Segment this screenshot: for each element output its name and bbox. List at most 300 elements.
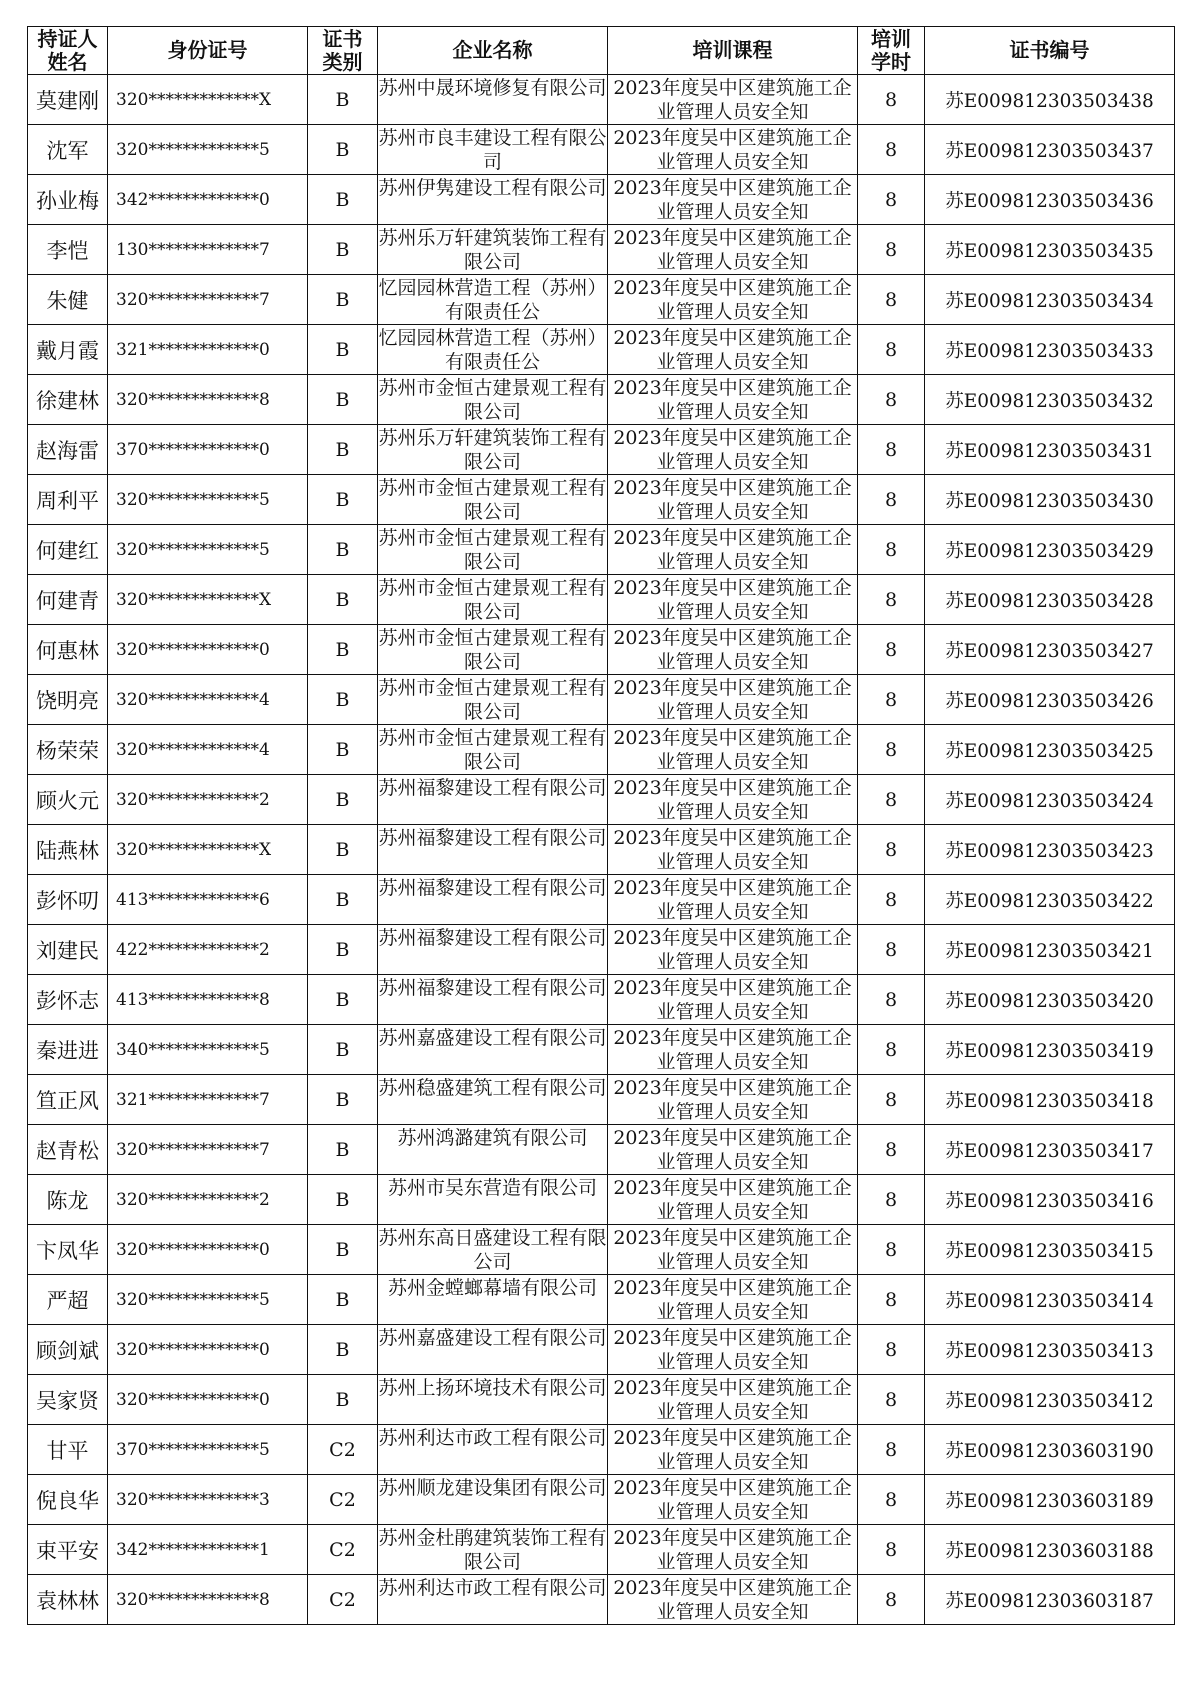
cell-cert-number: 苏E009812303503433 — [925, 325, 1175, 375]
cell-course — [608, 1325, 858, 1375]
cell-name: 刘建民 — [28, 925, 108, 975]
header-id-number — [108, 27, 308, 75]
cell-course-text: 2023年度吴中区建筑施工企业管理人员安全知 — [613, 227, 852, 273]
cell-name: 何建红 — [28, 525, 108, 575]
cell-company — [378, 1475, 608, 1525]
cell-company — [378, 575, 608, 625]
cell-company-text: 苏州市金恒古建景观工程有限公司 — [378, 477, 607, 523]
cell-id-number: 320*************0 — [108, 625, 308, 675]
header-company — [378, 27, 608, 75]
cell-hours: 8 — [858, 1275, 925, 1325]
cell-company — [378, 725, 608, 775]
cell-company-text: 苏州市金恒古建景观工程有限公司 — [378, 627, 607, 673]
cell-name: 孙业梅 — [28, 175, 108, 225]
cell-name: 何建青 — [28, 575, 108, 625]
cell-hours: 8 — [858, 575, 925, 625]
cell-name: 笪正风 — [28, 1075, 108, 1125]
cell-cert-category: B — [308, 575, 378, 625]
cell-hours: 8 — [858, 525, 925, 575]
cell-course — [608, 375, 858, 425]
cell-id-number: 320*************X — [108, 825, 308, 875]
cell-course-text: 2023年度吴中区建筑施工企业管理人员安全知 — [613, 727, 852, 773]
cell-company-text: 苏州利达市政工程有限公司 — [378, 1427, 607, 1449]
cell-hours: 8 — [858, 975, 925, 1025]
cell-cert-category: B — [308, 725, 378, 775]
cell-company — [378, 925, 608, 975]
cell-course-text: 2023年度吴中区建筑施工企业管理人员安全知 — [613, 827, 852, 873]
cell-course-text: 2023年度吴中区建筑施工企业管理人员安全知 — [613, 927, 852, 973]
cell-cert-category: B — [308, 1325, 378, 1375]
cell-company — [378, 1225, 608, 1275]
cell-name: 倪良华 — [28, 1475, 108, 1525]
cell-name: 陈龙 — [28, 1175, 108, 1225]
table-row — [28, 1025, 1175, 1075]
cell-hours: 8 — [858, 1325, 925, 1375]
cell-company-text: 苏州市良丰建设工程有限公司 — [378, 127, 607, 173]
cell-company-text: 忆园园林营造工程（苏州）有限责任公 — [378, 277, 607, 323]
cell-course-text: 2023年度吴中区建筑施工企业管理人员安全知 — [613, 1177, 852, 1223]
cell-hours: 8 — [858, 925, 925, 975]
cell-course-text: 2023年度吴中区建筑施工企业管理人员安全知 — [613, 577, 852, 623]
cell-id-number: 422*************2 — [108, 925, 308, 975]
header-hours — [858, 27, 925, 75]
cell-company — [378, 325, 608, 375]
table-row — [28, 1275, 1175, 1325]
table-row — [28, 625, 1175, 675]
cell-hours: 8 — [858, 375, 925, 425]
cell-company-text: 苏州中晟环境修复有限公司 — [378, 77, 607, 99]
cell-company-text: 苏州市金恒古建景观工程有限公司 — [378, 727, 607, 773]
cell-id-number: 342*************0 — [108, 175, 308, 225]
cell-id-number: 320*************4 — [108, 675, 308, 725]
cell-company — [378, 1375, 608, 1425]
cell-course-text: 2023年度吴中区建筑施工企业管理人员安全知 — [613, 177, 852, 223]
cell-cert-category: B — [308, 825, 378, 875]
table-row — [28, 725, 1175, 775]
cell-company — [378, 425, 608, 475]
cell-company — [378, 625, 608, 675]
cell-cert-number: 苏E009812303503419 — [925, 1025, 1175, 1075]
cell-cert-number: 苏E009812303503428 — [925, 575, 1175, 625]
cell-hours: 8 — [858, 1125, 925, 1175]
cell-company-text: 苏州顺龙建设集团有限公司 — [378, 1477, 607, 1499]
cell-name: 束平安 — [28, 1525, 108, 1575]
cell-id-number: 320*************7 — [108, 275, 308, 325]
cell-cert-number: 苏E009812303603187 — [925, 1575, 1175, 1625]
cell-id-number: 320*************8 — [108, 375, 308, 425]
cell-company — [378, 875, 608, 925]
cell-hours: 8 — [858, 225, 925, 275]
cell-course-text: 2023年度吴中区建筑施工企业管理人员安全知 — [613, 777, 852, 823]
cell-course-text: 2023年度吴中区建筑施工企业管理人员安全知 — [613, 1527, 852, 1573]
cell-course — [608, 725, 858, 775]
cell-cert-number: 苏E009812303503420 — [925, 975, 1175, 1025]
cell-course-text: 2023年度吴中区建筑施工企业管理人员安全知 — [613, 477, 852, 523]
cell-cert-category: B — [308, 275, 378, 325]
cell-company — [378, 225, 608, 275]
cell-company-text: 苏州福黎建设工程有限公司 — [378, 927, 607, 949]
cell-course — [608, 175, 858, 225]
cell-cert-category: C2 — [308, 1575, 378, 1625]
cell-hours: 8 — [858, 1175, 925, 1225]
cell-company — [378, 275, 608, 325]
cell-cert-number: 苏E009812303503430 — [925, 475, 1175, 525]
cell-cert-number: 苏E009812303503416 — [925, 1175, 1175, 1225]
header-course — [608, 27, 858, 75]
cell-hours: 8 — [858, 275, 925, 325]
cell-course-text: 2023年度吴中区建筑施工企业管理人员安全知 — [613, 677, 852, 723]
cell-name: 赵海雷 — [28, 425, 108, 475]
cell-cert-number: 苏E009812303503424 — [925, 775, 1175, 825]
cell-cert-category: B — [308, 525, 378, 575]
header-row — [28, 27, 1175, 75]
cell-cert-category: B — [308, 375, 378, 425]
cell-cert-category: B — [308, 925, 378, 975]
table-row — [28, 1325, 1175, 1375]
cell-company-text: 苏州金杜鹃建筑装饰工程有限公司 — [378, 1527, 607, 1573]
cell-course-text: 2023年度吴中区建筑施工企业管理人员安全知 — [613, 327, 852, 373]
cell-company — [378, 1425, 608, 1475]
cell-company — [378, 825, 608, 875]
cell-course — [608, 1525, 858, 1575]
cell-company-text: 忆园园林营造工程（苏州）有限责任公 — [378, 327, 607, 373]
table-row — [28, 975, 1175, 1025]
cell-course — [608, 325, 858, 375]
cell-cert-number: 苏E009812303503414 — [925, 1275, 1175, 1325]
cell-course — [608, 625, 858, 675]
cell-company-text: 苏州市金恒古建景观工程有限公司 — [378, 527, 607, 573]
cell-company — [378, 475, 608, 525]
cell-name: 卞凤华 — [28, 1225, 108, 1275]
cell-cert-category: B — [308, 1225, 378, 1275]
cell-name: 杨荣荣 — [28, 725, 108, 775]
cell-cert-number: 苏E009812303503418 — [925, 1075, 1175, 1125]
cell-cert-category: B — [308, 75, 378, 125]
cell-course-text: 2023年度吴中区建筑施工企业管理人员安全知 — [613, 377, 852, 423]
cell-course-text: 2023年度吴中区建筑施工企业管理人员安全知 — [613, 627, 852, 673]
table-body — [28, 75, 1175, 1625]
cell-course — [608, 1225, 858, 1275]
table-row — [28, 875, 1175, 925]
table-row — [28, 1525, 1175, 1575]
table-row — [28, 825, 1175, 875]
cell-id-number: 320*************3 — [108, 1475, 308, 1525]
cell-course — [608, 1175, 858, 1225]
cell-id-number: 413*************6 — [108, 875, 308, 925]
cell-hours: 8 — [858, 1425, 925, 1475]
cell-id-number: 130*************7 — [108, 225, 308, 275]
cell-cert-number: 苏E009812303503434 — [925, 275, 1175, 325]
cell-name: 陆燕林 — [28, 825, 108, 875]
cell-hours: 8 — [858, 775, 925, 825]
cell-cert-number: 苏E009812303603190 — [925, 1425, 1175, 1475]
cell-name: 吴家贤 — [28, 1375, 108, 1425]
cell-id-number: 320*************0 — [108, 1225, 308, 1275]
cell-cert-number: 苏E009812303503437 — [925, 125, 1175, 175]
cell-cert-category: C2 — [308, 1425, 378, 1475]
cell-course-text: 2023年度吴中区建筑施工企业管理人员安全知 — [613, 277, 852, 323]
cell-course-text: 2023年度吴中区建筑施工企业管理人员安全知 — [613, 1477, 852, 1523]
cell-course — [608, 875, 858, 925]
cell-course — [608, 925, 858, 975]
cell-course — [608, 1575, 858, 1625]
cell-cert-category: B — [308, 975, 378, 1025]
cell-id-number: 320*************7 — [108, 1125, 308, 1175]
cell-course — [608, 525, 858, 575]
cell-company-text: 苏州东高日盛建设工程有限公司 — [378, 1227, 607, 1273]
cell-id-number: 320*************2 — [108, 1175, 308, 1225]
cell-company — [378, 1575, 608, 1625]
cell-id-number: 342*************1 — [108, 1525, 308, 1575]
table-row — [28, 425, 1175, 475]
cell-company-text: 苏州利达市政工程有限公司 — [378, 1577, 607, 1599]
cell-name: 甘平 — [28, 1425, 108, 1475]
table-row — [28, 225, 1175, 275]
cell-course — [608, 425, 858, 475]
cell-cert-category: B — [308, 1125, 378, 1175]
table-row — [28, 1575, 1175, 1625]
cell-company-text: 苏州福黎建设工程有限公司 — [378, 877, 607, 899]
cell-cert-number: 苏E009812303503429 — [925, 525, 1175, 575]
cell-course — [608, 1475, 858, 1525]
cell-cert-category: C2 — [308, 1525, 378, 1575]
cell-cert-category: B — [308, 325, 378, 375]
cell-cert-category: B — [308, 1025, 378, 1075]
cell-course-text: 2023年度吴中区建筑施工企业管理人员安全知 — [613, 1327, 852, 1373]
cell-company-text: 苏州嘉盛建设工程有限公司 — [378, 1327, 607, 1349]
cell-company-text: 苏州市吴东营造有限公司 — [387, 1177, 597, 1199]
cell-cert-category: C2 — [308, 1475, 378, 1525]
cell-id-number: 320*************5 — [108, 525, 308, 575]
cell-course — [608, 1425, 858, 1475]
cell-hours: 8 — [858, 1575, 925, 1625]
cell-hours: 8 — [858, 325, 925, 375]
cell-name: 饶明亮 — [28, 675, 108, 725]
cell-company-text: 苏州福黎建设工程有限公司 — [378, 777, 607, 799]
cell-cert-category: B — [308, 125, 378, 175]
cell-name: 徐建林 — [28, 375, 108, 425]
cell-name: 戴月霞 — [28, 325, 108, 375]
cell-id-number: 413*************8 — [108, 975, 308, 1025]
cell-course — [608, 1375, 858, 1425]
cell-course-text: 2023年度吴中区建筑施工企业管理人员安全知 — [613, 1077, 852, 1123]
cell-hours: 8 — [858, 675, 925, 725]
cell-course-text: 2023年度吴中区建筑施工企业管理人员安全知 — [613, 1427, 852, 1473]
cell-company — [378, 975, 608, 1025]
header-hours-line: 学时 — [871, 49, 911, 74]
cell-id-number: 320*************4 — [108, 725, 308, 775]
cell-id-number: 370*************5 — [108, 1425, 308, 1475]
cell-hours: 8 — [858, 425, 925, 475]
cell-company — [378, 1175, 608, 1225]
cell-course — [608, 75, 858, 125]
cell-company-text: 苏州乐万轩建筑装饰工程有限公司 — [378, 427, 607, 473]
cell-id-number: 320*************2 — [108, 775, 308, 825]
table-row — [28, 775, 1175, 825]
cell-cert-number: 苏E009812303503436 — [925, 175, 1175, 225]
cell-course-text: 2023年度吴中区建筑施工企业管理人员安全知 — [613, 1377, 852, 1423]
table-row — [28, 75, 1175, 125]
cell-course — [608, 125, 858, 175]
cell-cert-number: 苏E009812303503426 — [925, 675, 1175, 725]
cell-cert-number: 苏E009812303503423 — [925, 825, 1175, 875]
cell-course — [608, 575, 858, 625]
cell-name: 袁林林 — [28, 1575, 108, 1625]
cell-hours: 8 — [858, 825, 925, 875]
cell-cert-category: B — [308, 1375, 378, 1425]
cell-company — [378, 75, 608, 125]
cell-name: 彭怀志 — [28, 975, 108, 1025]
cell-id-number: 340*************5 — [108, 1025, 308, 1075]
table-row — [28, 1175, 1175, 1225]
certificate-table-wrapper — [27, 26, 1175, 1625]
cell-hours: 8 — [858, 75, 925, 125]
cell-id-number: 320*************8 — [108, 1575, 308, 1625]
cell-course — [608, 225, 858, 275]
header-name-line: 姓名 — [47, 49, 88, 74]
cell-company — [378, 125, 608, 175]
certificate-table — [27, 26, 1175, 1625]
cell-company — [378, 525, 608, 575]
cell-hours: 8 — [858, 1525, 925, 1575]
cell-company-text: 苏州市金恒古建景观工程有限公司 — [378, 677, 607, 723]
cell-name: 秦进进 — [28, 1025, 108, 1075]
cell-company — [378, 675, 608, 725]
table-row — [28, 675, 1175, 725]
header-cert-number-line: 证书编号 — [1009, 38, 1090, 62]
cell-course-text: 2023年度吴中区建筑施工企业管理人员安全知 — [613, 1027, 852, 1073]
cell-company-text: 苏州乐万轩建筑装饰工程有限公司 — [378, 227, 607, 273]
cell-name: 赵青松 — [28, 1125, 108, 1175]
cell-name: 顾剑斌 — [28, 1325, 108, 1375]
cell-hours: 8 — [858, 875, 925, 925]
header-cert-number — [925, 27, 1175, 75]
cell-cert-number: 苏E009812303503421 — [925, 925, 1175, 975]
header-name — [28, 27, 108, 75]
cell-company — [378, 1025, 608, 1075]
cell-course-text: 2023年度吴中区建筑施工企业管理人员安全知 — [613, 77, 852, 123]
cell-course-text: 2023年度吴中区建筑施工企业管理人员安全知 — [613, 1227, 852, 1273]
header-cert-category-line: 证书 — [322, 26, 363, 51]
header-id-number-line: 身份证号 — [167, 38, 248, 62]
cell-hours: 8 — [858, 1225, 925, 1275]
cell-hours: 8 — [858, 1025, 925, 1075]
cell-course — [608, 1125, 858, 1175]
cell-cert-number: 苏E009812303503435 — [925, 225, 1175, 275]
cell-cert-category: B — [308, 775, 378, 825]
table-row — [28, 575, 1175, 625]
cell-id-number: 320*************5 — [108, 1275, 308, 1325]
header-company-line: 企业名称 — [452, 38, 533, 62]
cell-company — [378, 775, 608, 825]
cell-company-text: 苏州福黎建设工程有限公司 — [378, 827, 607, 849]
cell-cert-category: B — [308, 425, 378, 475]
cell-cert-category: B — [308, 1175, 378, 1225]
cell-hours: 8 — [858, 1375, 925, 1425]
cell-company-text: 苏州嘉盛建设工程有限公司 — [378, 1027, 607, 1049]
cell-cert-number: 苏E009812303503432 — [925, 375, 1175, 425]
table-row — [28, 375, 1175, 425]
cell-cert-number: 苏E009812303503415 — [925, 1225, 1175, 1275]
cell-company-text: 苏州市金恒古建景观工程有限公司 — [378, 577, 607, 623]
cell-course — [608, 675, 858, 725]
cell-course — [608, 775, 858, 825]
cell-id-number: 320*************0 — [108, 1375, 308, 1425]
header-cert-category-line: 类别 — [322, 49, 363, 74]
cell-cert-category: B — [308, 875, 378, 925]
cell-name: 沈军 — [28, 125, 108, 175]
cell-course — [608, 975, 858, 1025]
cell-cert-category: B — [308, 225, 378, 275]
table-row — [28, 475, 1175, 525]
cell-cert-number: 苏E009812303503413 — [925, 1325, 1175, 1375]
cell-company — [378, 1325, 608, 1375]
table-row — [28, 1475, 1175, 1525]
cell-cert-number: 苏E009812303503417 — [925, 1125, 1175, 1175]
table-row — [28, 925, 1175, 975]
cell-company-text: 苏州金螳螂幕墙有限公司 — [387, 1277, 597, 1299]
cell-cert-category: B — [308, 675, 378, 725]
cell-course-text: 2023年度吴中区建筑施工企业管理人员安全知 — [613, 127, 852, 173]
cell-course — [608, 1275, 858, 1325]
cell-cert-category: B — [308, 625, 378, 675]
table-row — [28, 275, 1175, 325]
cell-cert-number: 苏E009812303503422 — [925, 875, 1175, 925]
cell-hours: 8 — [858, 1075, 925, 1125]
header-hours-line: 培训 — [871, 26, 911, 51]
cell-course-text: 2023年度吴中区建筑施工企业管理人员安全知 — [613, 1277, 852, 1323]
cell-company-text: 苏州伊隽建设工程有限公司 — [378, 177, 607, 199]
cell-id-number: 321*************0 — [108, 325, 308, 375]
cell-course-text: 2023年度吴中区建筑施工企业管理人员安全知 — [613, 427, 852, 473]
cell-id-number: 321*************7 — [108, 1075, 308, 1125]
cell-id-number: 320*************0 — [108, 1325, 308, 1375]
table-row — [28, 1125, 1175, 1175]
cell-course — [608, 275, 858, 325]
header-cert-category — [308, 27, 378, 75]
cell-cert-number: 苏E009812303503425 — [925, 725, 1175, 775]
cell-cert-category: B — [308, 475, 378, 525]
cell-company-text: 苏州上扬环境技术有限公司 — [378, 1377, 607, 1399]
cell-hours: 8 — [858, 475, 925, 525]
header-course-line: 培训课程 — [692, 38, 773, 62]
cell-id-number: 370*************0 — [108, 425, 308, 475]
cell-company — [378, 1275, 608, 1325]
table-row — [28, 125, 1175, 175]
cell-company-text: 苏州鸿潞建筑有限公司 — [397, 1127, 588, 1149]
table-row — [28, 1375, 1175, 1425]
cell-company — [378, 1075, 608, 1125]
table-row — [28, 325, 1175, 375]
cell-name: 严超 — [28, 1275, 108, 1325]
cell-cert-category: B — [308, 175, 378, 225]
cell-cert-category: B — [308, 1275, 378, 1325]
cell-hours: 8 — [858, 125, 925, 175]
cell-hours: 8 — [858, 625, 925, 675]
table-row — [28, 1425, 1175, 1475]
cell-company — [378, 1125, 608, 1175]
cell-course-text: 2023年度吴中区建筑施工企业管理人员安全知 — [613, 527, 852, 573]
cell-name: 何惠林 — [28, 625, 108, 675]
cell-course-text: 2023年度吴中区建筑施工企业管理人员安全知 — [613, 1577, 852, 1623]
cell-id-number: 320*************5 — [108, 475, 308, 525]
cell-hours: 8 — [858, 725, 925, 775]
cell-id-number: 320*************5 — [108, 125, 308, 175]
cell-course — [608, 1075, 858, 1125]
cell-id-number: 320*************X — [108, 575, 308, 625]
cell-company — [378, 375, 608, 425]
cell-cert-category: B — [308, 1075, 378, 1125]
